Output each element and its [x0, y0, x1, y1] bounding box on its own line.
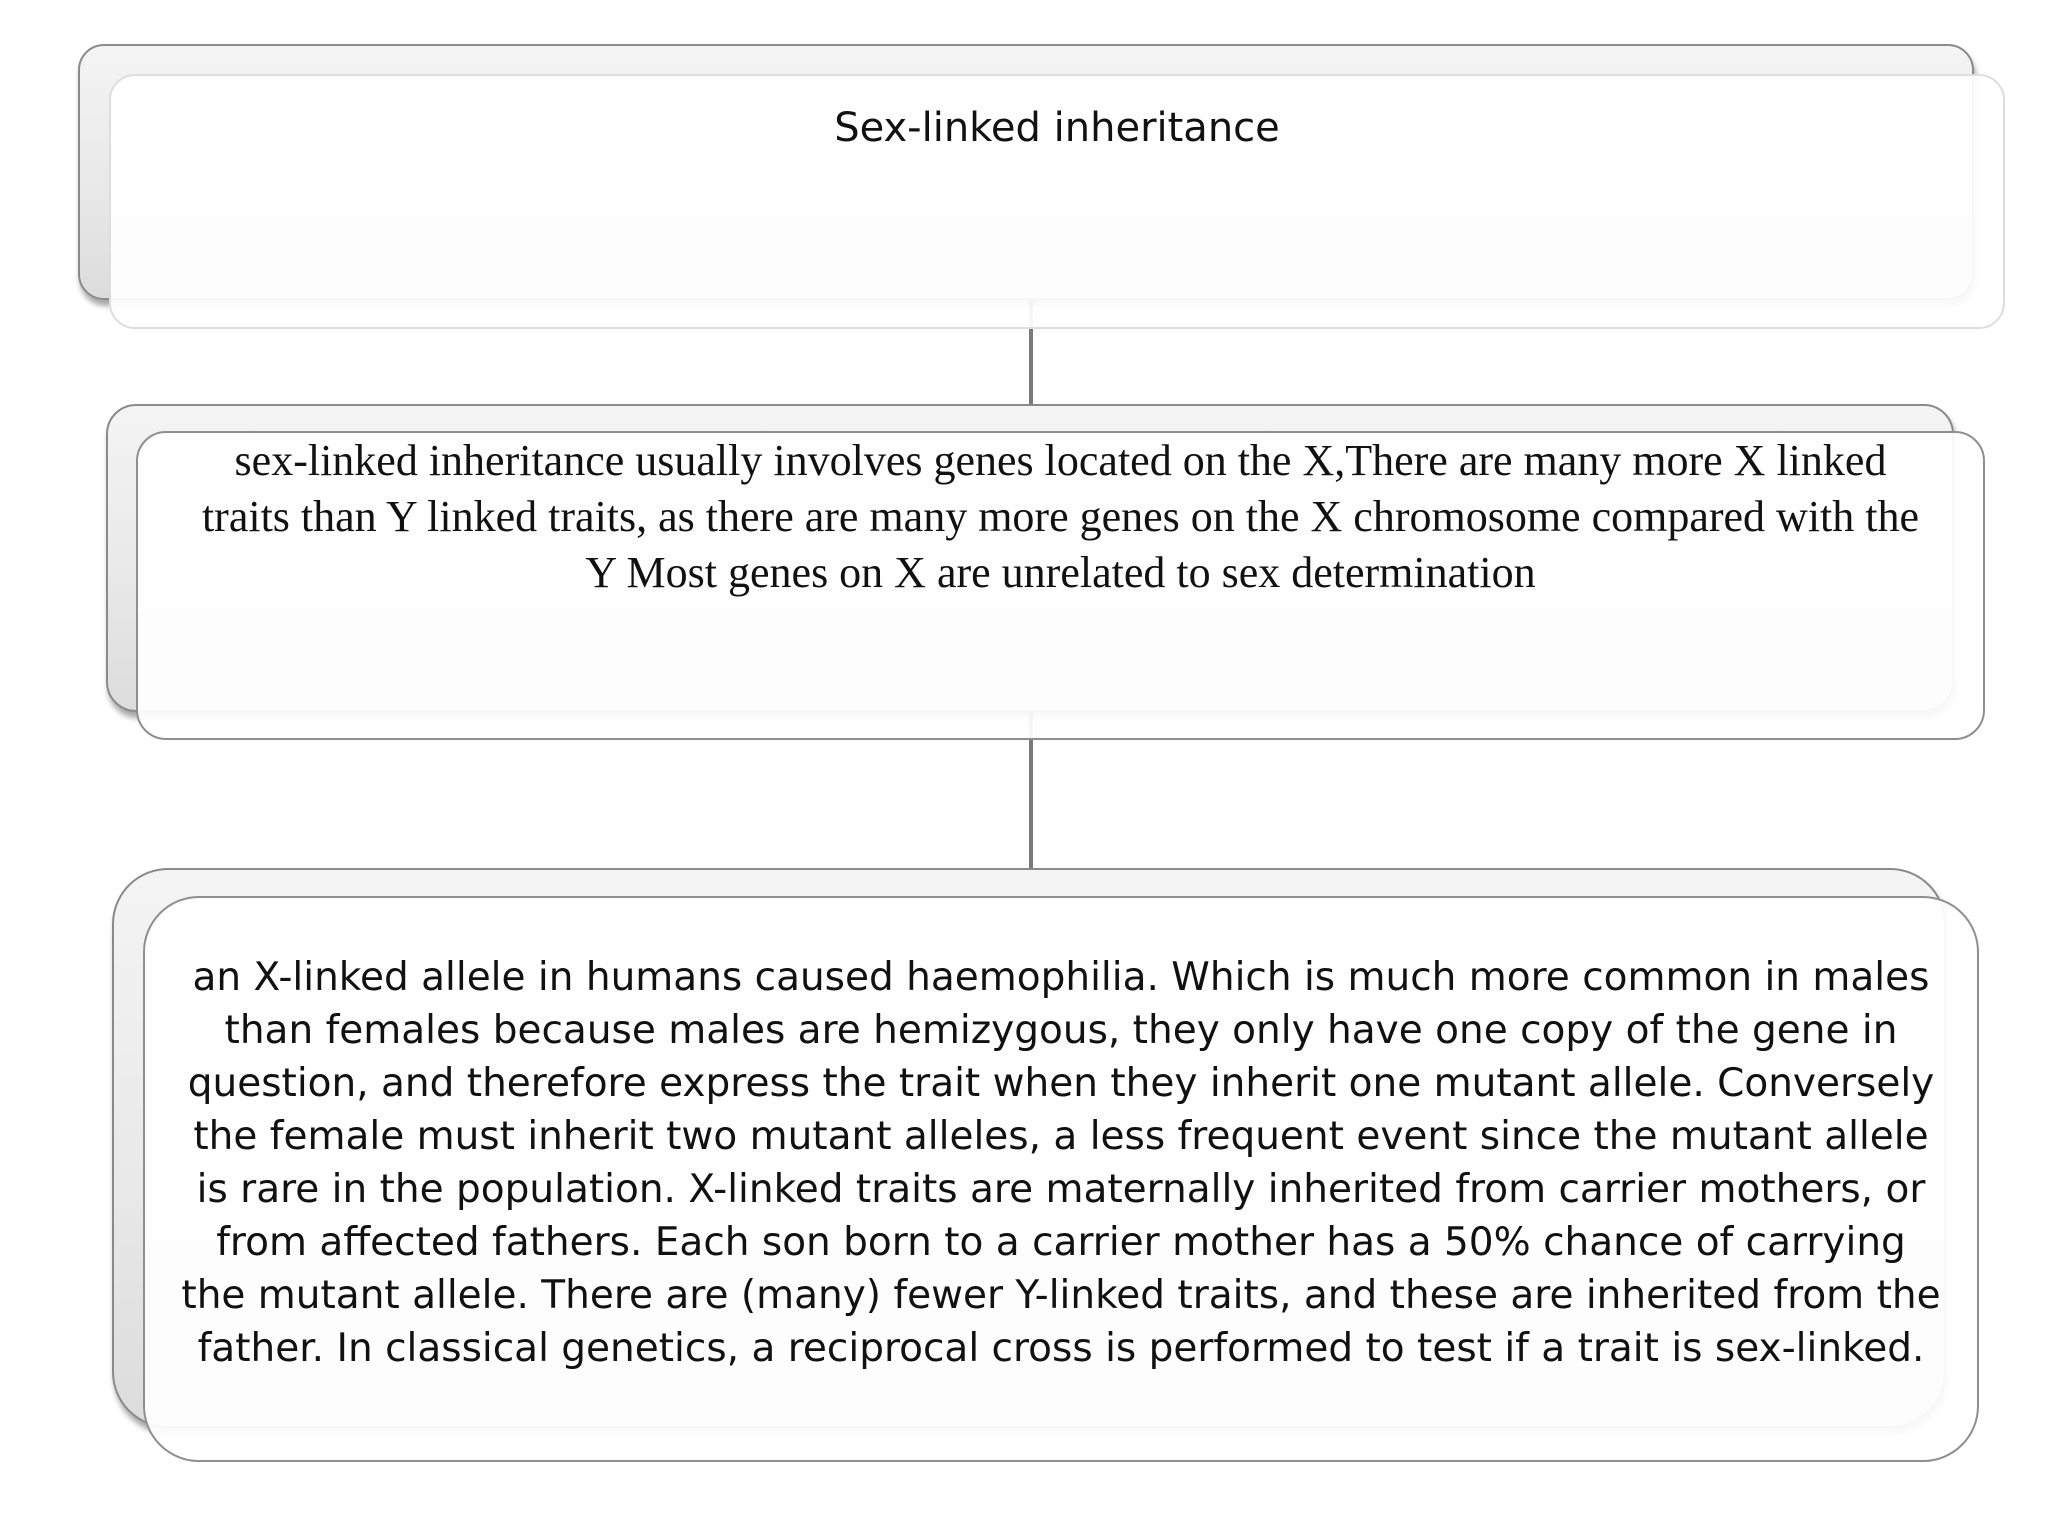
example-node-text: an X-linked allele in humans caused haemophilia. Which is much more common in males than females because males are hemizygous, they only have one copy of the gene in question, and therefore express the trait when they inherit one mutant allele. Conversely the female must inherit two mutant alleles, a less frequent event since the mutant allele is rare in the population. X-linked traits are maternally inherited from carrier mothers, or from affected fathers. Each son born to a carrier mother has a 50% chance of carrying the mutant allele. There are (many) fewer Y-linked traits, and these are inherited from the father. In classical genetics, a reciprocal cross is performed to test if a trait is sex-linked. [181, 955, 1941, 1371]
definition-node [136, 431, 1985, 740]
title-node-text: Sex-linked inheritance [834, 104, 1280, 151]
definition-node-text: sex-linked inheritance usually involves genes located on the X,There are many more X linked traits than Y linked traits, as there are many more genes on the X chromosome compared with the Y Most genes on X are unrelated to sex determination [201, 435, 1920, 597]
example-node [143, 896, 1979, 1462]
title-node [109, 74, 2005, 329]
